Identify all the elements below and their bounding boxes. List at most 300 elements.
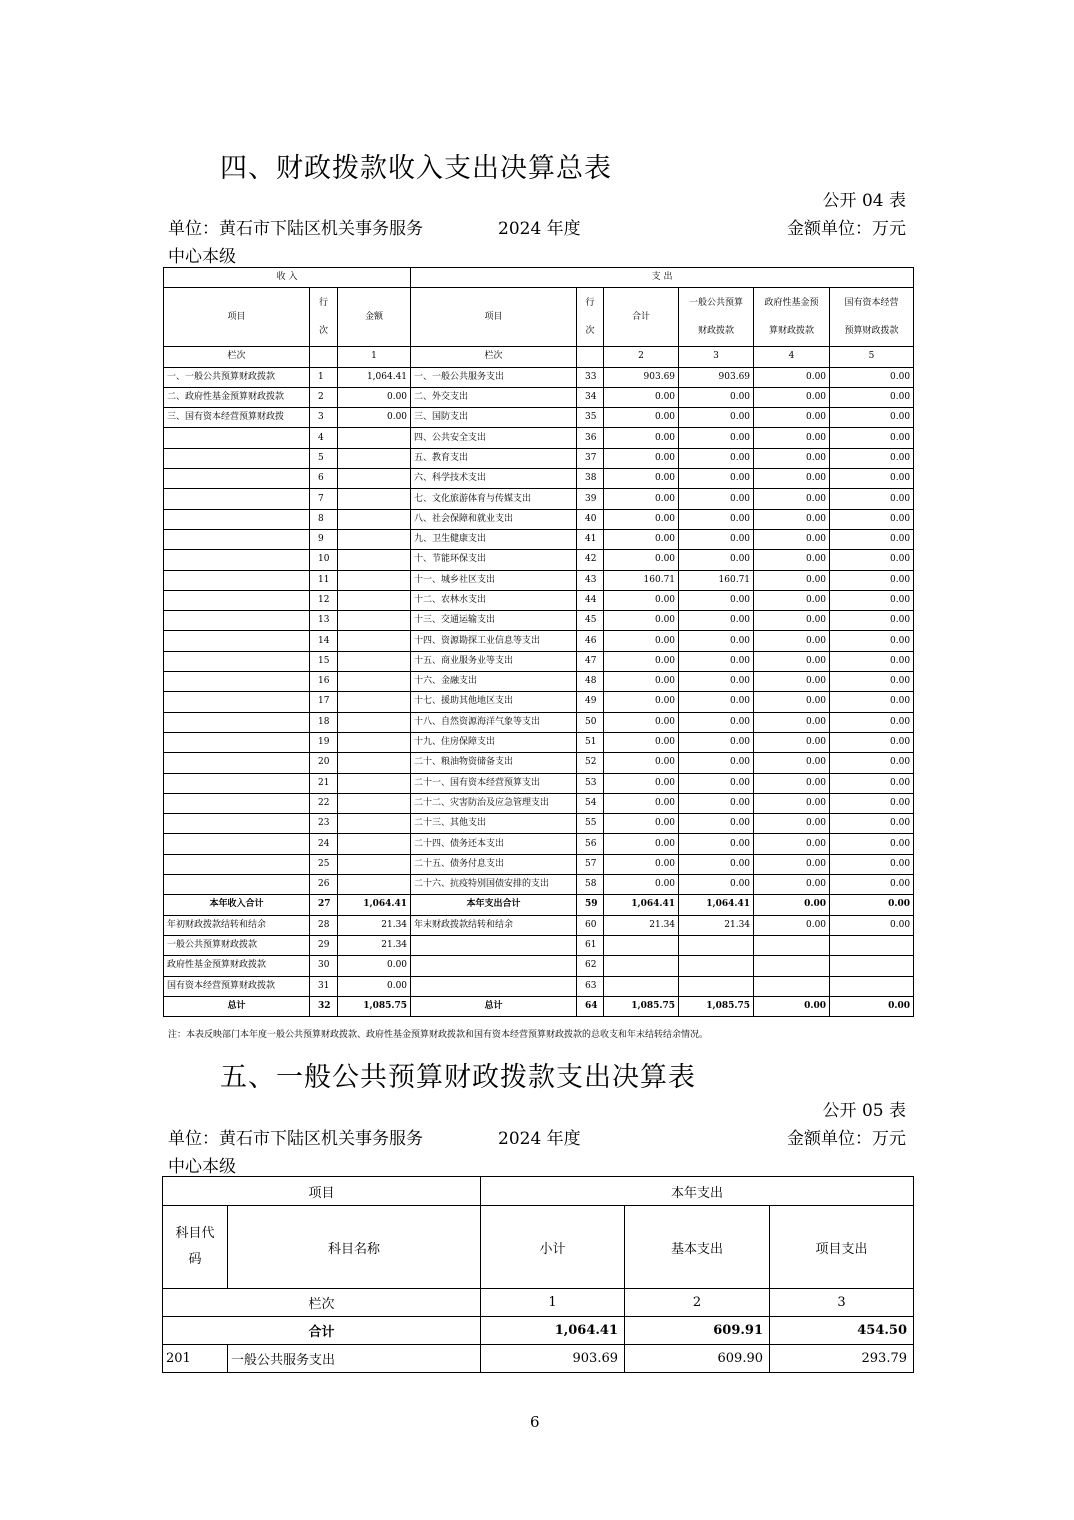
expense-item: 十四、资源勘探工业信息等支出 <box>411 631 577 651</box>
state-capital-amount: 0.00 <box>830 387 914 407</box>
income-row-number: 12 <box>310 590 338 610</box>
income-item <box>164 692 310 712</box>
income-row-number: 26 <box>310 875 338 895</box>
expense-row-number: 58 <box>577 875 604 895</box>
income-row-number: 13 <box>310 611 338 631</box>
expense-total: 0.00 <box>604 590 679 610</box>
income-item <box>164 631 310 651</box>
expense-item: 二十二、灾害防治及应急管理支出 <box>411 793 577 813</box>
income-row-number: 20 <box>310 753 338 773</box>
table-row <box>164 935 914 955</box>
income-amount: 0.00 <box>338 408 411 428</box>
income-row-number: 28 <box>310 915 338 935</box>
general-budget-amount <box>679 956 754 976</box>
state-capital-header: 国有资本经营 预算财政拨款 <box>830 288 914 347</box>
state-capital-amount: 0.00 <box>830 651 914 671</box>
table-row <box>164 793 914 813</box>
expense-row-number: 52 <box>577 753 604 773</box>
general-budget-amount: 0.00 <box>679 793 754 813</box>
income-row-number: 31 <box>310 976 338 996</box>
expense-row-number: 35 <box>577 408 604 428</box>
state-capital-amount <box>830 935 914 955</box>
income-item <box>164 793 310 813</box>
column-number: 1 <box>338 347 411 367</box>
state-capital-amount: 0.00 <box>830 489 914 509</box>
expense-total: 0.00 <box>604 732 679 752</box>
state-capital-amount: 0.00 <box>830 854 914 874</box>
income-item <box>164 732 310 752</box>
state-capital-amount: 0.00 <box>830 570 914 590</box>
income-amount <box>338 651 411 671</box>
state-capital-amount: 0.00 <box>830 773 914 793</box>
expense-total-header: 合计 <box>604 288 679 347</box>
expense-item: 五、教育支出 <box>411 448 577 468</box>
expense-item: 十一、城乡社区支出 <box>411 570 577 590</box>
expense-header: 支 出 <box>411 268 914 288</box>
gov-fund-amount: 0.00 <box>754 672 830 692</box>
expense-total: 0.00 <box>604 529 679 549</box>
expense-total: 0.00 <box>604 428 679 448</box>
income-amount <box>338 570 411 590</box>
income-row-number: 19 <box>310 732 338 752</box>
income-row-number: 2 <box>310 387 338 407</box>
expense-item: 九、卫生健康支出 <box>411 529 577 549</box>
expense-total: 0.00 <box>604 651 679 671</box>
basic-value: 609.90 <box>625 1345 770 1373</box>
expense-row-number: 36 <box>577 428 604 448</box>
gov-fund-amount: 0.00 <box>754 814 830 834</box>
project-value: 293.79 <box>770 1345 914 1373</box>
income-amount <box>338 814 411 834</box>
column-number: 3 <box>770 1289 914 1317</box>
expense-total: 903.69 <box>604 367 679 387</box>
income-item <box>164 875 310 895</box>
general-budget-amount: 21.34 <box>679 915 754 935</box>
income-item: 一、一般公共预算财政拨款 <box>164 367 310 387</box>
subject-code-header: 科目代 码 <box>163 1206 228 1289</box>
expense-item: 十、节能环保支出 <box>411 550 577 570</box>
income-amount <box>338 692 411 712</box>
income-amount <box>338 529 411 549</box>
gov-fund-amount: 0.00 <box>754 692 830 712</box>
expense-row-number: 50 <box>577 712 604 732</box>
table-row <box>164 529 914 549</box>
income-amount <box>338 509 411 529</box>
general-budget-amount: 0.00 <box>679 834 754 854</box>
gov-fund-amount: 0.00 <box>754 915 830 935</box>
income-row-number: 8 <box>310 509 338 529</box>
expense-item: 一、一般公共服务支出 <box>411 367 577 387</box>
expense-item: 二十三、其他支出 <box>411 814 577 834</box>
state-capital-amount: 0.00 <box>830 611 914 631</box>
subject-name-header: 科目名称 <box>228 1206 481 1289</box>
expense-total <box>604 976 679 996</box>
general-budget-amount: 0.00 <box>679 672 754 692</box>
expense-row-number: 64 <box>577 996 604 1016</box>
income-item: 一般公共预算财政拨款 <box>164 935 310 955</box>
expense-row-number: 43 <box>577 570 604 590</box>
general-budget-amount <box>679 935 754 955</box>
expense-item: 十六、金融支出 <box>411 672 577 692</box>
expense-total: 0.00 <box>604 814 679 834</box>
income-row-number: 6 <box>310 469 338 489</box>
expense-item: 本年支出合计 <box>411 895 577 915</box>
income-amount <box>338 773 411 793</box>
income-item <box>164 753 310 773</box>
state-capital-amount <box>830 956 914 976</box>
page-number: 6 <box>530 1413 540 1431</box>
table-row <box>164 996 914 1016</box>
column-number: 2 <box>625 1289 770 1317</box>
table-row <box>164 732 914 752</box>
gov-fund-amount: 0.00 <box>754 732 830 752</box>
gov-fund-amount: 0.00 <box>754 509 830 529</box>
income-row-number: 1 <box>310 367 338 387</box>
expense-total: 1,085.75 <box>604 996 679 1016</box>
income-item <box>164 509 310 529</box>
state-capital-amount: 0.00 <box>830 996 914 1016</box>
income-rowno-header: 行 次 <box>310 288 338 347</box>
general-budget-amount: 0.00 <box>679 611 754 631</box>
gov-fund-amount: 0.00 <box>754 550 830 570</box>
income-amount <box>338 875 411 895</box>
income-amount <box>338 469 411 489</box>
income-row-number: 32 <box>310 996 338 1016</box>
expense-row-number: 51 <box>577 732 604 752</box>
income-row-number: 17 <box>310 692 338 712</box>
general-budget-amount: 0.00 <box>679 692 754 712</box>
expense-total <box>604 935 679 955</box>
income-row-number: 10 <box>310 550 338 570</box>
general-budget-amount: 0.00 <box>679 428 754 448</box>
total-basic: 609.91 <box>625 1317 770 1345</box>
income-item: 本年收入合计 <box>164 895 310 915</box>
income-amount: 21.34 <box>338 935 411 955</box>
state-capital-amount <box>830 976 914 996</box>
table5-year: 2024 年度 <box>498 1129 581 1149</box>
expense-total <box>604 956 679 976</box>
gov-fund-amount: 0.00 <box>754 489 830 509</box>
expense-item <box>411 976 577 996</box>
expense-total: 21.34 <box>604 915 679 935</box>
state-capital-amount: 0.00 <box>830 692 914 712</box>
expense-row-number: 37 <box>577 448 604 468</box>
general-budget-amount: 0.00 <box>679 509 754 529</box>
state-capital-amount: 0.00 <box>830 732 914 752</box>
expense-row-number: 60 <box>577 915 604 935</box>
table-row <box>164 875 914 895</box>
general-budget-amount: 0.00 <box>679 732 754 752</box>
income-item <box>164 814 310 834</box>
table-row <box>164 550 914 570</box>
gov-fund-amount: 0.00 <box>754 712 830 732</box>
table-row <box>164 469 914 489</box>
expense-total: 0.00 <box>604 712 679 732</box>
expense-total: 0.00 <box>604 875 679 895</box>
table-row <box>164 611 914 631</box>
income-item <box>164 428 310 448</box>
state-capital-amount: 0.00 <box>830 448 914 468</box>
expense-item <box>411 956 577 976</box>
table-row <box>164 387 914 407</box>
income-item-header: 项目 <box>164 288 310 347</box>
income-item <box>164 672 310 692</box>
table4-money-unit: 金额单位：万元 <box>787 219 906 239</box>
income-row-number: 9 <box>310 529 338 549</box>
income-row-number: 11 <box>310 570 338 590</box>
income-amount: 0.00 <box>338 387 411 407</box>
subject-code: 201 <box>163 1345 228 1373</box>
income-item: 三、国有资本经营预算财政拨 <box>164 408 310 428</box>
gov-fund-amount: 0.00 <box>754 996 830 1016</box>
income-row-number: 4 <box>310 428 338 448</box>
expense-item: 六、科学技术支出 <box>411 469 577 489</box>
income-item: 二、政府性基金预算财政拨款 <box>164 387 310 407</box>
expense-row-number: 45 <box>577 611 604 631</box>
expense-total: 0.00 <box>604 489 679 509</box>
income-row-number: 25 <box>310 854 338 874</box>
state-capital-amount: 0.00 <box>830 814 914 834</box>
table-row <box>164 753 914 773</box>
income-row-number: 24 <box>310 834 338 854</box>
gov-fund-header: 政府性基金预 算财政拨款 <box>754 288 830 347</box>
expense-row-number: 46 <box>577 631 604 651</box>
table-row <box>164 570 914 590</box>
gov-fund-amount: 0.00 <box>754 611 830 631</box>
expense-row-number: 33 <box>577 367 604 387</box>
income-row-number: 21 <box>310 773 338 793</box>
expense-item: 四、公共安全支出 <box>411 428 577 448</box>
gov-fund-amount: 0.00 <box>754 590 830 610</box>
gov-fund-amount: 0.00 <box>754 428 830 448</box>
state-capital-amount: 0.00 <box>830 631 914 651</box>
table-row <box>164 976 914 996</box>
table4-unit-line2: 中心本级 <box>168 247 236 267</box>
table5-unit: 单位：黄石市下陆区机关事务服务 <box>168 1129 423 1149</box>
income-row-number: 3 <box>310 408 338 428</box>
state-capital-amount: 0.00 <box>830 408 914 428</box>
state-capital-amount: 0.00 <box>830 428 914 448</box>
income-amount <box>338 590 411 610</box>
gov-fund-amount: 0.00 <box>754 387 830 407</box>
expense-row-number: 38 <box>577 469 604 489</box>
expense-total: 0.00 <box>604 631 679 651</box>
expense-row-number: 61 <box>577 935 604 955</box>
income-item <box>164 651 310 671</box>
income-item <box>164 712 310 732</box>
table4-note: 注：本表反映部门本年度一般公共预算财政拨款、政府性基金预算财政拨款和国有资本经营预算财政拨款的总收支和年末结转结余情况。 <box>168 1030 709 1040</box>
income-amount: 21.34 <box>338 915 411 935</box>
expense-row-number: 59 <box>577 895 604 915</box>
table-row <box>164 712 914 732</box>
income-amount <box>338 611 411 631</box>
gov-fund-amount: 0.00 <box>754 469 830 489</box>
state-capital-amount: 0.00 <box>830 712 914 732</box>
income-amount <box>338 489 411 509</box>
income-amount: 1,064.41 <box>338 367 411 387</box>
expense-item: 总计 <box>411 996 577 1016</box>
expense-rowno-header: 行 次 <box>577 288 604 347</box>
income-row-number: 7 <box>310 489 338 509</box>
income-item <box>164 854 310 874</box>
income-amount: 0.00 <box>338 976 411 996</box>
column-number: 4 <box>754 347 830 367</box>
table-row <box>164 692 914 712</box>
column-label: 栏次 <box>164 347 310 367</box>
total-project: 454.50 <box>770 1317 914 1345</box>
expense-row-number: 62 <box>577 956 604 976</box>
state-capital-amount: 0.00 <box>830 469 914 489</box>
income-item <box>164 773 310 793</box>
expense-item-header: 项目 <box>411 288 577 347</box>
gov-fund-amount <box>754 956 830 976</box>
income-item: 国有资本经营预算财政拨款 <box>164 976 310 996</box>
general-budget-amount: 0.00 <box>679 773 754 793</box>
expense-total: 0.00 <box>604 753 679 773</box>
expense-total: 0.00 <box>604 672 679 692</box>
gov-fund-amount <box>754 976 830 996</box>
income-row-number: 5 <box>310 448 338 468</box>
expense-row-number: 34 <box>577 387 604 407</box>
expense-item: 二十四、债务还本支出 <box>411 834 577 854</box>
income-amount: 0.00 <box>338 956 411 976</box>
expense-item: 二、外交支出 <box>411 387 577 407</box>
table-row <box>164 895 914 915</box>
gov-fund-amount: 0.00 <box>754 448 830 468</box>
income-item <box>164 469 310 489</box>
expense-row-number: 47 <box>577 651 604 671</box>
income-item <box>164 489 310 509</box>
table-row <box>164 814 914 834</box>
general-budget-amount: 903.69 <box>679 367 754 387</box>
expense-total: 160.71 <box>604 570 679 590</box>
column-number: 1 <box>481 1289 625 1317</box>
income-row-number: 16 <box>310 672 338 692</box>
expense-item: 三、国防支出 <box>411 408 577 428</box>
empty-cell <box>577 347 604 367</box>
gov-fund-amount: 0.00 <box>754 570 830 590</box>
state-capital-amount: 0.00 <box>830 672 914 692</box>
income-header: 收 入 <box>164 268 411 288</box>
table4-title: 四、财政拨款收入支出决算总表 <box>220 153 612 184</box>
expense-item: 二十一、国有资本经营预算支出 <box>411 773 577 793</box>
general-budget-amount: 1,085.75 <box>679 996 754 1016</box>
income-expense-table <box>163 267 914 1017</box>
gov-fund-amount <box>754 935 830 955</box>
subtotal-header: 小计 <box>481 1206 625 1289</box>
gov-fund-amount: 0.00 <box>754 773 830 793</box>
expense-item: 二十、粮油物资储备支出 <box>411 753 577 773</box>
table4-year: 2024 年度 <box>498 219 581 239</box>
expense-total: 0.00 <box>604 387 679 407</box>
expense-item: 十九、住房保障支出 <box>411 732 577 752</box>
income-row-number: 22 <box>310 793 338 813</box>
income-item <box>164 570 310 590</box>
income-row-number: 18 <box>310 712 338 732</box>
gov-fund-amount: 0.00 <box>754 753 830 773</box>
income-amount <box>338 753 411 773</box>
general-budget-amount: 0.00 <box>679 651 754 671</box>
item-header: 项目 <box>163 1177 481 1206</box>
table-row <box>164 854 914 874</box>
table-row <box>164 651 914 671</box>
state-capital-amount: 0.00 <box>830 915 914 935</box>
expense-row-number: 41 <box>577 529 604 549</box>
general-budget-amount: 0.00 <box>679 489 754 509</box>
income-amount <box>338 793 411 813</box>
expense-total: 0.00 <box>604 834 679 854</box>
gov-fund-amount: 0.00 <box>754 793 830 813</box>
gov-fund-amount: 0.00 <box>754 408 830 428</box>
general-budget-amount: 0.00 <box>679 854 754 874</box>
income-amount <box>338 834 411 854</box>
expense-total: 1,064.41 <box>604 895 679 915</box>
state-capital-amount: 0.00 <box>830 529 914 549</box>
total-label: 合计 <box>163 1317 481 1345</box>
expense-item: 二十六、抗疫特别国债安排的支出 <box>411 875 577 895</box>
expense-total: 0.00 <box>604 408 679 428</box>
expense-total: 0.00 <box>604 793 679 813</box>
expense-total: 0.00 <box>604 773 679 793</box>
general-budget-amount: 0.00 <box>679 712 754 732</box>
income-row-number: 29 <box>310 935 338 955</box>
state-capital-amount: 0.00 <box>830 590 914 610</box>
expense-row-number: 57 <box>577 854 604 874</box>
expense-item: 十七、援助其他地区支出 <box>411 692 577 712</box>
income-row-number: 27 <box>310 895 338 915</box>
expense-row-number: 56 <box>577 834 604 854</box>
table-row <box>164 834 914 854</box>
expense-total: 0.00 <box>604 550 679 570</box>
expense-row-number: 49 <box>577 692 604 712</box>
table-row <box>163 1345 914 1373</box>
income-amount <box>338 428 411 448</box>
total-subtotal: 1,064.41 <box>481 1317 625 1345</box>
income-row-number: 23 <box>310 814 338 834</box>
table-row <box>164 509 914 529</box>
income-item <box>164 550 310 570</box>
income-amount: 1,064.41 <box>338 895 411 915</box>
table5-unit-line2: 中心本级 <box>168 1157 236 1177</box>
table-row <box>164 367 914 387</box>
table4-unit: 单位：黄石市下陆区机关事务服务 <box>168 219 423 239</box>
table5-code: 公开 05 表 <box>822 1101 906 1121</box>
income-item <box>164 448 310 468</box>
expense-row-number: 40 <box>577 509 604 529</box>
expense-item: 二十五、债务付息支出 <box>411 854 577 874</box>
expense-item: 十八、自然资源海洋气象等支出 <box>411 712 577 732</box>
general-budget-amount: 1,064.41 <box>679 895 754 915</box>
table5-title: 五、一般公共预算财政拨款支出决算表 <box>220 1062 696 1093</box>
income-row-number: 14 <box>310 631 338 651</box>
expense-item: 八、社会保障和就业支出 <box>411 509 577 529</box>
table-row <box>164 773 914 793</box>
column-number: 2 <box>604 347 679 367</box>
general-budget-amount: 160.71 <box>679 570 754 590</box>
income-item: 总计 <box>164 996 310 1016</box>
general-budget-amount: 0.00 <box>679 550 754 570</box>
gov-fund-amount: 0.00 <box>754 895 830 915</box>
expense-item: 十五、商业服务业等支出 <box>411 651 577 671</box>
expense-total: 0.00 <box>604 509 679 529</box>
general-budget-header: 一般公共预算 财政拨款 <box>679 288 754 347</box>
gov-fund-amount: 0.00 <box>754 834 830 854</box>
state-capital-amount: 0.00 <box>830 875 914 895</box>
state-capital-amount: 0.00 <box>830 509 914 529</box>
gov-fund-amount: 0.00 <box>754 854 830 874</box>
expense-row-number: 63 <box>577 976 604 996</box>
table-row <box>164 428 914 448</box>
